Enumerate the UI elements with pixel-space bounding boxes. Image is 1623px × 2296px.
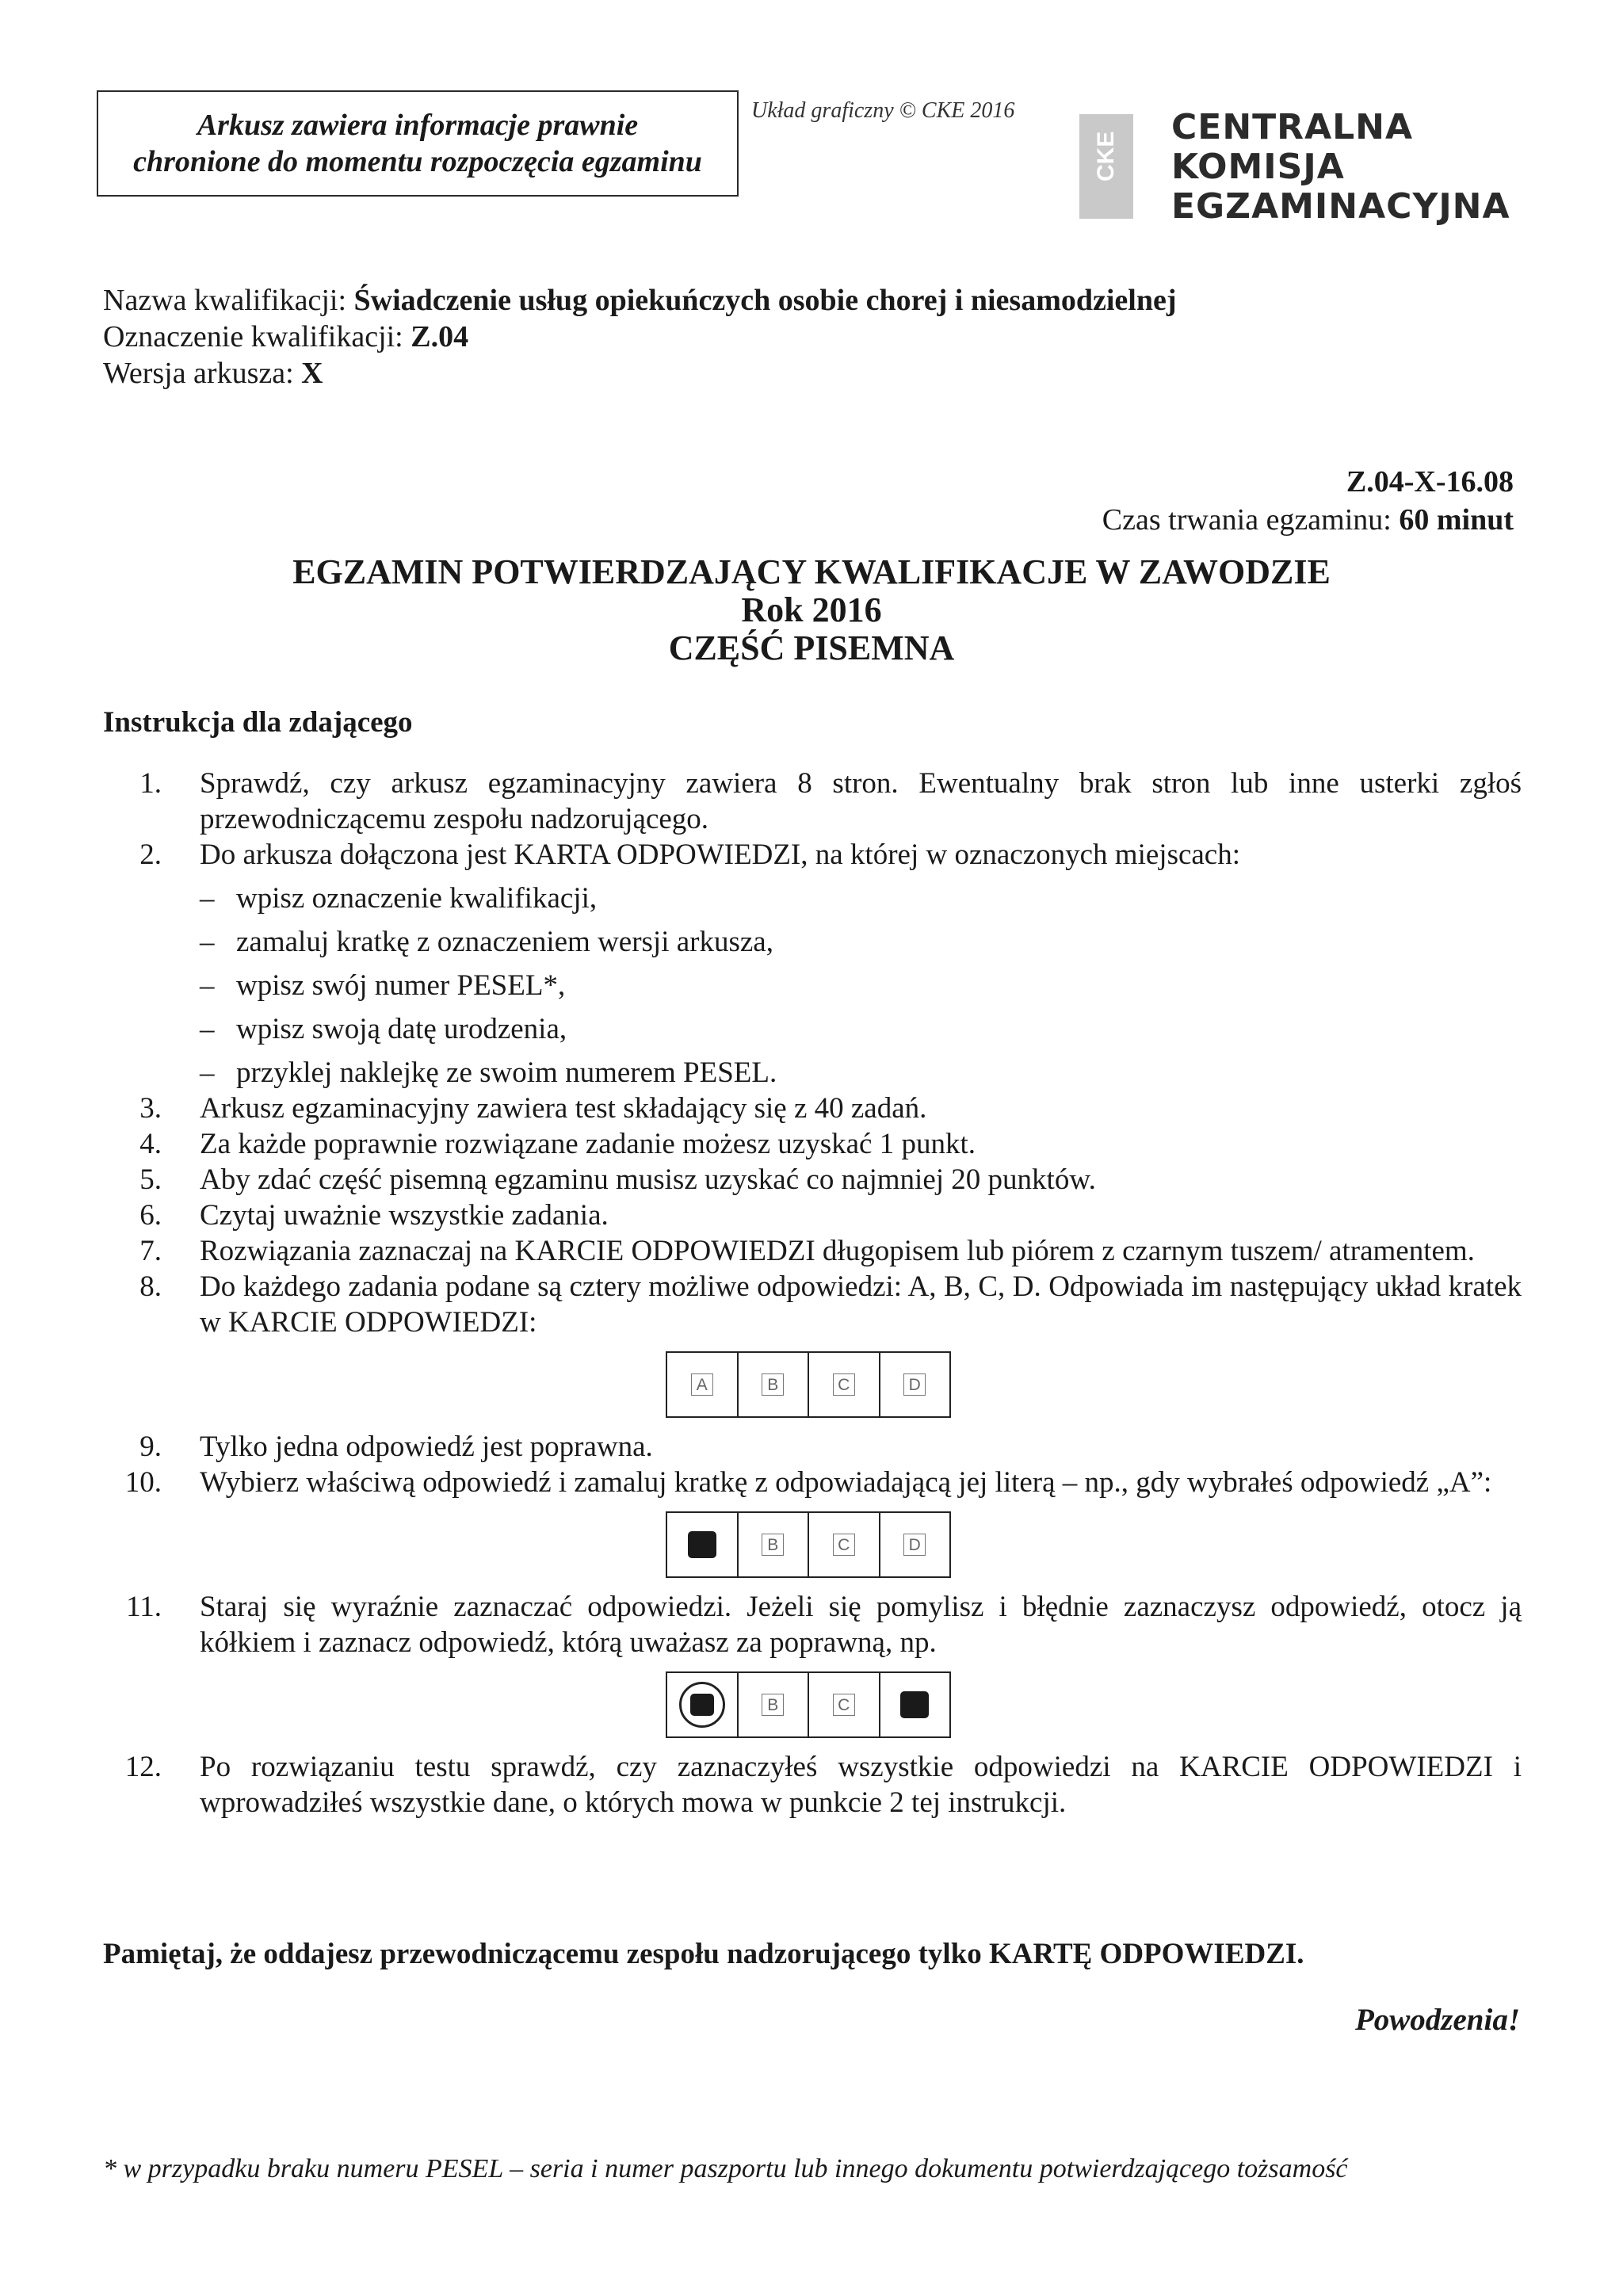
reminder-text: Pamiętaj, że oddajesz przewodniczącemu zespołu nadzorującego tylko KARTĘ ODPOWIEDZI. [103, 1938, 1304, 1970]
item-number: 8. [139, 1270, 162, 1303]
item-number: 9. [139, 1431, 162, 1463]
duration-label: Czas trwania egzaminu: [1102, 503, 1400, 537]
duration-row [1102, 501, 1514, 539]
item-number: 7. [139, 1235, 162, 1267]
answer-cell [879, 1673, 950, 1736]
item-number: 5. [139, 1163, 162, 1196]
notice-box [97, 90, 739, 197]
list-item [103, 766, 1522, 837]
item-number: 1. [139, 767, 162, 800]
circled-box-icon [679, 1682, 725, 1728]
sub-item [200, 881, 1522, 916]
sub-item [200, 1055, 1522, 1091]
sub-item [200, 924, 1522, 960]
item-number: 3. [139, 1092, 162, 1125]
sub-item-text: przyklej naklejkę ze swoim numerem PESEL. [236, 1056, 777, 1089]
exam-title-block [0, 553, 1623, 667]
item-number: 10. [124, 1466, 162, 1499]
answer-grid-example [666, 1351, 951, 1418]
sheet-version-row [103, 355, 1177, 392]
sub-item-text: wpisz oznaczenie kwalifikacji, [236, 882, 598, 915]
qualification-info [103, 282, 1177, 392]
sub-item [200, 968, 1522, 1003]
organization-name [1171, 108, 1510, 227]
dash-bullet: – [200, 926, 215, 958]
qualification-name-row [103, 282, 1177, 319]
item-number: 11. [126, 1591, 162, 1623]
instructions-list [103, 766, 1522, 1820]
cke-logo-text: CKE [1093, 131, 1119, 181]
exam-code-block [1102, 463, 1514, 539]
answer-grid-correction-example [666, 1671, 951, 1738]
exam-year: Rok 2016 [741, 590, 882, 629]
sub-item-text: zamaluj kratkę z oznaczeniem wersji arkusza, [236, 926, 773, 958]
dash-bullet: – [200, 882, 215, 915]
instructions-heading: Instrukcja dla zdającego [103, 706, 413, 739]
qualification-name-value: Świadczenie usług opiekuńczych osobie chorej i niesamodzielnej [353, 284, 1177, 317]
answer-box-a: A [691, 1373, 713, 1396]
sub-item-text: wpisz swoją datę urodzenia, [236, 1013, 567, 1045]
notice-line-1: Arkusz zawiera informacje prawnie [197, 109, 639, 142]
filled-box-icon [900, 1691, 929, 1718]
item-text: Wybierz właściwą odpowiedź i zamaluj kratkę z odpowiadającą jej literą – np., gdy wybrałeś odpowiedź „A”: [200, 1466, 1492, 1499]
dash-bullet: – [200, 969, 215, 1002]
item-text: Rozwiązania zaznaczaj na KARCIE ODPOWIEDZI długopisem lub piórem z czarnym tuszem/ atramentem. [200, 1235, 1475, 1267]
answer-box-c: C [833, 1373, 855, 1396]
item-text: Sprawdź, czy arkusz egzaminacyjny zawiera 8 stron. Ewentualny brak stron lub inne usterki zgłoś przewodniczącemu zespołu nadzorującego. [200, 767, 1522, 835]
dash-bullet: – [200, 1013, 215, 1045]
list-item [103, 1749, 1522, 1820]
org-line-2: KOMISJA [1171, 147, 1345, 187]
answer-cell [808, 1353, 879, 1416]
list-item [103, 1429, 1522, 1465]
answer-cell [808, 1513, 879, 1576]
sheet-version-label: Wersja arkusza: [103, 357, 302, 390]
sheet-version-value: X [301, 357, 323, 390]
answer-box-c: C [833, 1534, 855, 1556]
answer-box-b: B [762, 1534, 784, 1556]
answer-box-d: D [903, 1373, 926, 1396]
org-line-3: EGZAMINACYJNA [1171, 186, 1510, 227]
list-item [103, 1091, 1522, 1126]
answer-cell [737, 1673, 808, 1736]
list-item [103, 1126, 1522, 1162]
sub-item-text: wpisz swój numer PESEL*, [236, 969, 566, 1002]
answer-box-b: B [762, 1694, 784, 1716]
list-item [103, 1233, 1522, 1269]
sheet-code: Z.04-X-16.08 [1346, 465, 1514, 499]
item-number: 4. [139, 1128, 162, 1160]
item-text: Arkusz egzaminacyjny zawiera test składający się z 40 zadań. [200, 1092, 927, 1125]
filled-box-icon [690, 1694, 714, 1716]
notice-line-2: chronione do momentu rozpoczęcia egzaminu [133, 145, 702, 178]
item-number: 6. [139, 1199, 162, 1232]
answer-cell [667, 1513, 737, 1576]
list-item [103, 1269, 1522, 1340]
item-text: Staraj się wyraźnie zaznaczać odpowiedzi. Jeżeli się pomylisz i błędnie zaznaczysz odpowiedź, otocz ją kółkiem i zaznacz odpowiedź, którą uważasz za poprawną, np. [200, 1591, 1522, 1659]
footnote: * w przypadku braku numeru PESEL – seria i numer paszportu lub innego dokumentu potwierdzającego tożsamość [103, 2154, 1348, 2183]
item-text: Aby zdać część pisemną egzaminu musisz uzyskać co najmniej 20 punktów. [200, 1163, 1096, 1196]
item-text: Za każde poprawnie rozwiązane zadanie możesz uzyskać 1 punkt. [200, 1128, 976, 1160]
duration-value: 60 minut [1399, 503, 1514, 537]
list-item [103, 1198, 1522, 1233]
farewell-text: Powodzenia! [1354, 2003, 1520, 2037]
org-line-1: CENTRALNA [1171, 107, 1414, 147]
answer-cell [667, 1673, 737, 1736]
item-number: 12. [124, 1751, 162, 1783]
list-item [103, 837, 1522, 873]
item-text: Czytaj uważnie wszystkie zadania. [200, 1199, 609, 1232]
qualification-code-label: Oznaczenie kwalifikacji: [103, 320, 411, 353]
answer-box-b: B [762, 1373, 784, 1396]
item-text: Po rozwiązaniu testu sprawdź, czy zaznaczyłeś wszystkie odpowiedzi na KARCIE ODPOWIEDZI i wprowadziłeś wszystkie dane, o których mowa w punkcie 2 tej instrukcji. [200, 1751, 1522, 1819]
answer-cell [737, 1513, 808, 1576]
dash-bullet: – [200, 1056, 215, 1089]
answer-grid-filled-example [666, 1511, 951, 1578]
item-number: 2. [139, 839, 162, 871]
qualification-code-value: Z.04 [411, 320, 469, 353]
list-item [103, 1589, 1522, 1660]
answer-cell [737, 1353, 808, 1416]
answer-box-c: C [833, 1694, 855, 1716]
exam-title: EGZAMIN POTWIERDZAJĄCY KWALIFIKACJE W ZAWODZIE [292, 552, 1331, 591]
answer-cell [808, 1673, 879, 1736]
qualification-name-label: Nazwa kwalifikacji: [103, 284, 354, 317]
answer-cell [879, 1353, 950, 1416]
answer-box-d: D [903, 1534, 926, 1556]
item-text: Do każdego zadania podane są cztery możliwe odpowiedzi: A, B, C, D. Odpowiada im następujący układ kratek w KARCIE ODPOWIEDZI: [200, 1270, 1522, 1339]
filled-box-icon [688, 1531, 716, 1558]
layout-credit: Układ graficzny © CKE 2016 [751, 98, 1015, 123]
exam-part: CZĘŚĆ PISEMNA [668, 628, 955, 667]
answer-cell [667, 1353, 737, 1416]
sub-item [200, 1011, 1522, 1047]
list-item [103, 1465, 1522, 1500]
item-text: Tylko jedna odpowiedź jest poprawna. [200, 1431, 653, 1463]
item-text: Do arkusza dołączona jest KARTA ODPOWIEDZI, na której w oznaczonych miejscach: [200, 839, 1241, 871]
qualification-code-row [103, 319, 1177, 355]
cke-logo-icon [1079, 114, 1133, 219]
list-item [103, 1162, 1522, 1198]
answer-cell [879, 1513, 950, 1576]
